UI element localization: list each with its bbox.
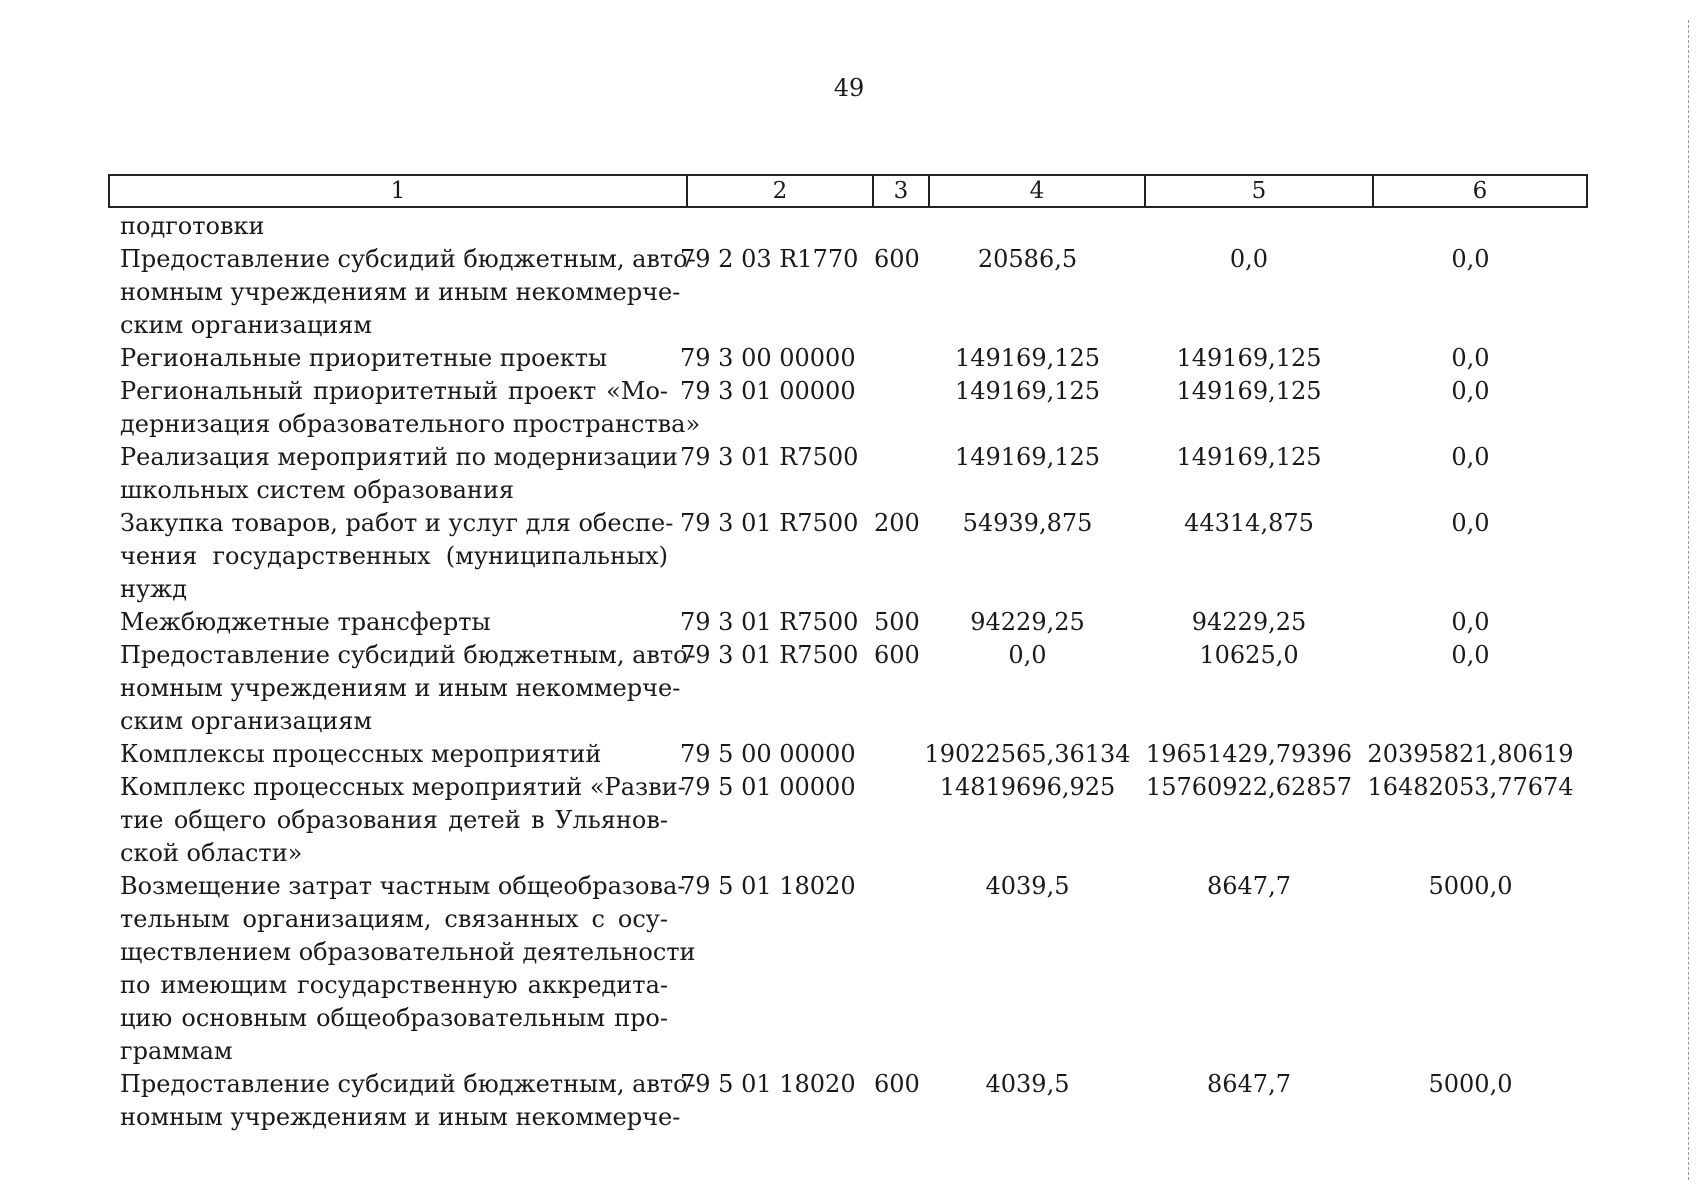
description-line: по имеющим государственную аккредита- (120, 971, 668, 999)
description-line: Предоставление субсидий бюджетным, авто- (120, 1070, 696, 1098)
row-description (108, 771, 686, 870)
row-code: 79 5 01 00000 (680, 773, 856, 801)
row-code: 79 3 01 R7500 (680, 509, 859, 537)
row-value-col-5: 19651429,79396 (1145, 740, 1353, 768)
description-line: Возмещение затрат частным общеобразова- (120, 872, 686, 900)
row-description (108, 606, 668, 639)
row-code: 79 3 01 00000 (680, 377, 856, 405)
row-value-col-5: 0,0 (1229, 245, 1269, 273)
row-value-col-6: 16482053,77674 (1367, 773, 1574, 801)
description-line: подготовки (120, 212, 265, 240)
row-type: 500 (874, 608, 920, 636)
row-description (108, 738, 668, 771)
row-value-col-4: 4039,5 (985, 1070, 1070, 1098)
row-value-col-6: 20395821,80619 (1367, 740, 1574, 768)
description-line: Комплекс процессных мероприятий «Разви- (120, 773, 686, 801)
row-value-col-4: 19022565,36134 (924, 740, 1131, 768)
row-value-col-4: 4039,5 (985, 872, 1070, 900)
row-value-col-5: 8647,7 (1207, 872, 1291, 900)
row-code: 79 5 00 00000 (680, 740, 856, 768)
row-code: 79 2 03 R1770 (680, 245, 859, 273)
table-row (108, 210, 1586, 243)
page-edge-line (1688, 20, 1689, 1180)
description-line: Предоставление субсидий бюджетным, авто- (120, 641, 696, 669)
description-line: ским организациям (120, 311, 373, 339)
row-value-col-5: 149169,125 (1176, 443, 1322, 471)
row-value-col-4: 94229,25 (970, 608, 1085, 636)
description-line: Закупка товаров, работ и услуг для обеспе- (120, 509, 674, 537)
row-type: 600 (874, 245, 920, 273)
budget-rows (108, 210, 1586, 1134)
row-value-col-6: 0,0 (1451, 641, 1490, 669)
row-type: 600 (874, 641, 920, 669)
table-row (108, 507, 1586, 606)
description-line: номным учреждениям и иным некоммерче- (120, 674, 681, 702)
description-line: цию основным общеобразовательным про- (120, 1004, 668, 1032)
description-line: дернизация образовательного пространства» (120, 410, 701, 438)
table-row (108, 342, 1586, 375)
row-value-col-5: 149169,125 (1176, 377, 1322, 405)
description-line: Комплексы процессных мероприятий (120, 740, 602, 768)
row-value-col-4: 0,0 (1008, 641, 1047, 669)
table-row (108, 738, 1586, 771)
row-value-col-4: 20586,5 (977, 245, 1078, 273)
header-col-1: 1 (109, 175, 687, 207)
page-number: 49 (833, 74, 865, 102)
header-col-2: 2 (687, 175, 873, 207)
row-value-col-5: 149169,125 (1176, 344, 1322, 372)
table-row (108, 243, 1586, 342)
header-col-5: 5 (1145, 175, 1373, 207)
row-value-col-4: 149169,125 (954, 377, 1101, 405)
description-line: школьных систем образования (120, 476, 515, 504)
description-line: ским организациям (120, 707, 373, 735)
description-line: граммам (120, 1037, 233, 1065)
row-description (108, 1068, 696, 1134)
row-type: 200 (874, 509, 920, 537)
row-code: 79 3 01 R7500 (680, 443, 859, 471)
description-line: нужд (120, 575, 187, 603)
header-col-3: 3 (873, 175, 929, 207)
description-line: Региональные приоритетные проекты (120, 344, 608, 372)
row-description (108, 342, 668, 375)
row-value-col-6: 5000,0 (1428, 872, 1513, 900)
header-col-4: 4 (929, 175, 1145, 207)
row-code: 79 3 00 00000 (680, 344, 856, 372)
row-value-col-6: 5000,0 (1428, 1070, 1513, 1098)
description-line: ской области» (120, 839, 303, 867)
row-description (108, 243, 696, 342)
description-line: чения государственных (муниципальных) (120, 542, 668, 570)
row-value-col-6: 0,0 (1451, 344, 1490, 372)
row-description (108, 870, 696, 1068)
row-description (108, 639, 696, 738)
header-row (109, 175, 1587, 207)
row-code: 79 3 01 R7500 (680, 641, 859, 669)
description-line: номным учреждениям и иным некоммерче- (120, 1103, 681, 1131)
row-description (108, 210, 668, 243)
row-value-col-4: 149169,125 (954, 443, 1101, 471)
row-value-col-4: 14819696,925 (939, 773, 1116, 801)
table-row (108, 1068, 1586, 1134)
row-description (108, 375, 701, 441)
row-value-col-5: 10625,0 (1199, 641, 1299, 669)
row-code: 79 5 01 18020 (680, 872, 856, 900)
description-line: Региональный приоритетный проект «Мо- (120, 377, 668, 405)
row-value-col-5: 44314,875 (1184, 509, 1314, 537)
row-value-col-5: 94229,25 (1191, 608, 1307, 636)
description-line: Реализация мероприятий по модернизации (120, 443, 678, 471)
table-row (108, 771, 1586, 870)
header-col-6: 6 (1373, 175, 1587, 207)
description-line: Предоставление субсидий бюджетным, авто- (120, 245, 696, 273)
table-row (108, 375, 1586, 441)
row-value-col-6: 0,0 (1451, 509, 1490, 537)
row-value-col-4: 149169,125 (954, 344, 1101, 372)
description-line: ществлением образовательной деятельности (120, 938, 696, 966)
row-value-col-6: 0,0 (1451, 443, 1490, 471)
table-row (108, 870, 1586, 1068)
row-description (108, 441, 678, 507)
row-description (108, 507, 674, 606)
row-code: 79 5 01 18020 (680, 1070, 856, 1098)
row-value-col-6: 0,0 (1451, 245, 1490, 273)
row-value-col-5: 15760922,62857 (1145, 773, 1353, 801)
row-value-col-4: 54939,875 (962, 509, 1093, 537)
description-line: Межбюджетные трансферты (120, 608, 491, 636)
row-code: 79 3 01 R7500 (680, 608, 859, 636)
row-value-col-6: 0,0 (1451, 377, 1490, 405)
row-value-col-6: 0,0 (1451, 608, 1490, 636)
description-line: номным учреждениям и иным некоммерче- (120, 278, 681, 306)
table-row (108, 639, 1586, 738)
description-line: тие общего образования детей в Ульянов- (120, 806, 668, 834)
column-header-table (108, 174, 1588, 208)
row-value-col-5: 8647,7 (1207, 1070, 1291, 1098)
description-line: тельным организациям, связанных с осу- (120, 905, 668, 933)
row-type: 600 (874, 1070, 920, 1098)
table-row (108, 441, 1586, 507)
table-row (108, 606, 1586, 639)
